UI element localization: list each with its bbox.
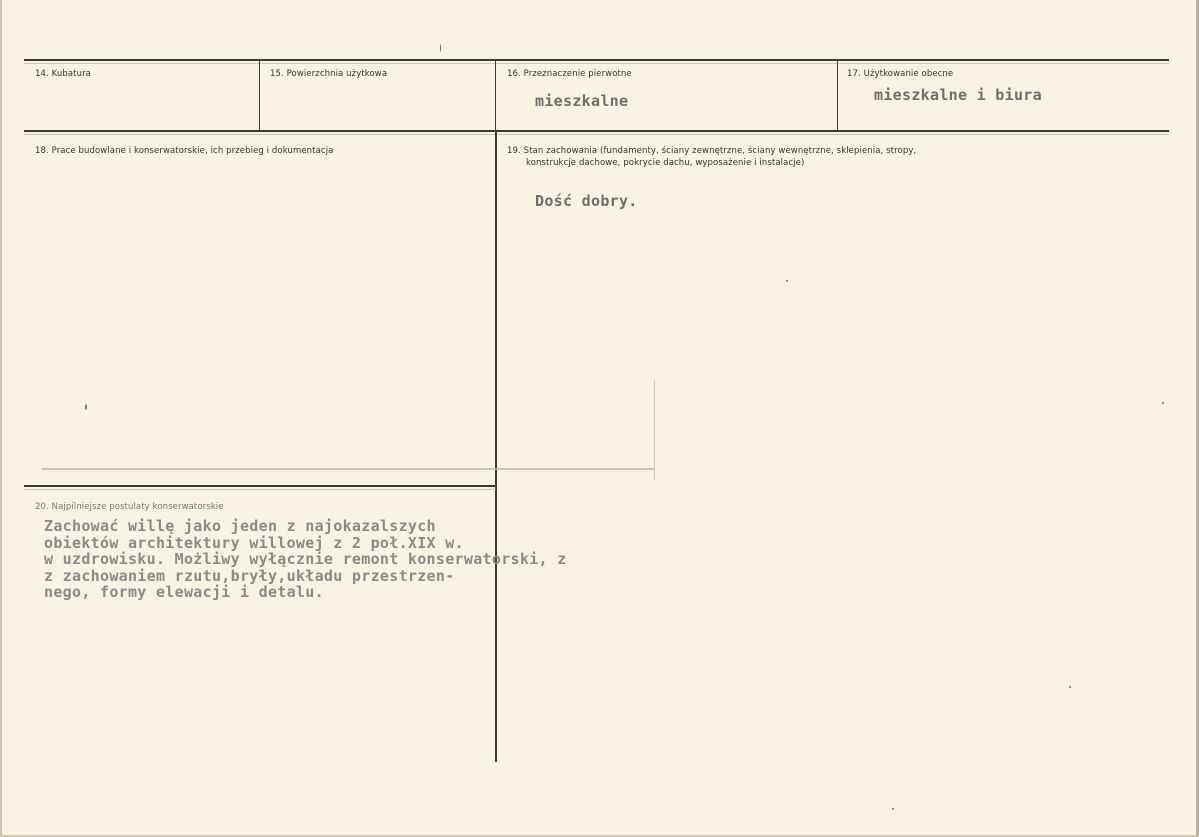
main-vertical-divider — [495, 132, 497, 762]
f17-value: mieszkalne i biura — [874, 86, 1042, 104]
f20-line-4: z zachowaniem rzutu,bryły,układu przestrzen- — [44, 566, 455, 585]
f20-top-rule-shadow — [24, 489, 496, 490]
paper-speck — [85, 404, 87, 410]
paper-speck — [1069, 686, 1071, 688]
divider-14-15 — [259, 61, 260, 131]
top-rule-shadow — [24, 63, 1169, 64]
row1-bottom-rule — [24, 130, 1169, 132]
f15-label: 15. Powierzchnia użytkowa — [270, 69, 388, 79]
faint-vertical-mark — [654, 380, 655, 480]
paper-speck — [786, 280, 788, 282]
f20-top-rule — [24, 485, 496, 487]
f16-label: 16. Przeznaczenie pierwotne — [507, 69, 632, 79]
divider-15-16 — [495, 61, 496, 131]
f20-line-2: obiektów architektury willowej z 2 poł.XIX w. — [44, 533, 464, 552]
f20-line-3: w uzdrowisku. Możliwy wyłącznie remont konserwatorski, z — [44, 550, 567, 568]
f20-text-block — [44, 518, 567, 601]
f19-label-line1: 19. Stan zachowania (fundamenty, ściany zewnętrzne, ściany wewnętrzne, sklepienia, stropy, — [507, 146, 917, 156]
f19-value: Dość dobry. — [535, 192, 638, 210]
paper-speck — [1162, 402, 1164, 404]
top-rule — [24, 59, 1169, 61]
paper-speck — [440, 44, 441, 52]
f20-top-rule-faint — [42, 468, 654, 470]
f18-label: 18. Prace budowlane i konserwatorskie, ich przebieg i dokumentacja — [35, 146, 334, 156]
divider-16-17 — [837, 61, 838, 131]
f14-label: 14. Kubatura — [35, 69, 91, 79]
f20-line-1: Zachować willę jako jeden z najokazalszych — [44, 517, 436, 535]
f16-value: mieszkalne — [535, 92, 629, 110]
row1-bottom-rule-shadow — [24, 134, 1169, 135]
paper-speck — [892, 808, 894, 810]
f17-label: 17. Użytkowanie obecne — [847, 69, 954, 79]
f19-label-line2: konstrukcje dachowe, pokrycie dachu, wyposażenie i instalacje) — [526, 158, 805, 168]
f20-label: 20. Najpilniejsze postulaty konserwatorskie — [35, 502, 224, 512]
f20-line-5: nego, formy elewacji i detalu. — [44, 583, 324, 601]
